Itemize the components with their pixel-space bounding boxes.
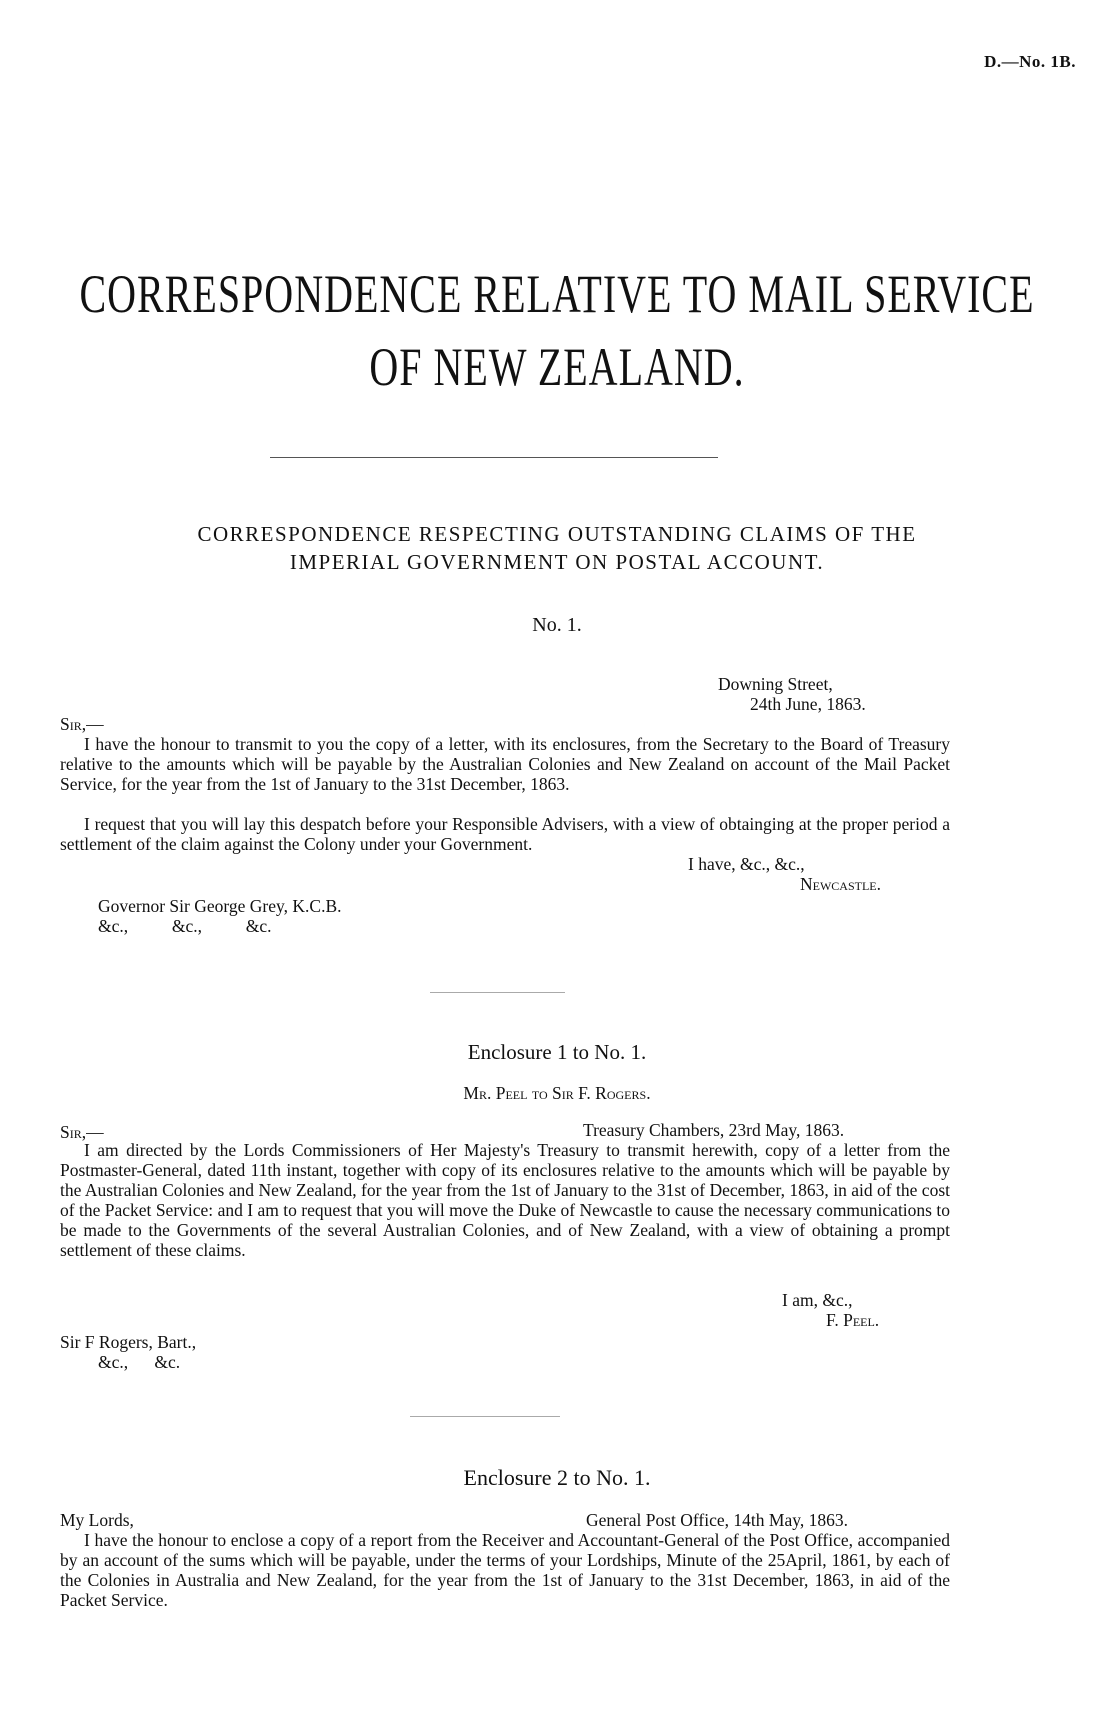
enclosure-2-paragraph: I have the honour to enclose a copy of a report from the Receiver and Accountant-General of the Post Office, accompanied by an account of the sums which will be payable, under the terms of your Lordships, Minute of the 25April, 1861, by each of the Colonies in Australia and New Zealand, for the year from the 1st of January to the 31st December, 1863, in aid of the Packet Service. bbox=[60, 1530, 950, 1610]
main-title-line-2: OF NEW ZEALAND. bbox=[369, 336, 745, 398]
title-divider bbox=[270, 457, 718, 458]
letter-place: Downing Street, bbox=[718, 674, 833, 694]
subtitle-line-2: IMPERIAL GOVERNMENT ON POSTAL ACCOUNT. bbox=[289, 550, 825, 574]
enclosure-1-from-to: Mr. Peel to Sir F. Rogers. bbox=[463, 1083, 651, 1103]
enclosure-2-place-date: General Post Office, 14th May, 1863. bbox=[586, 1510, 848, 1530]
letter-signature: Newcastle. bbox=[800, 874, 882, 894]
letter-divider bbox=[430, 992, 565, 993]
letter-paragraph-1: I have the honour to transmit to you the copy of a letter, with its enclosures, from the Secretary to the Board of Treasury relative to the amounts which will be payable by the Australian Colonies and New Zealand on account of the Mail Packet Service, for the year from the 1st of January to the 31st December, 1863. bbox=[60, 734, 950, 794]
document-reference: D.—No. 1B. bbox=[984, 52, 1076, 71]
subtitle-line-1: CORRESPONDENCE RESPECTING OUTSTANDING CLAIMS OF THE bbox=[197, 522, 917, 546]
enclosure-1-salutation: Sir,— bbox=[60, 1122, 104, 1142]
enclosure-1-signature: F. Peel. bbox=[826, 1310, 880, 1330]
enclosure-2-heading: Enclosure 2 to No. 1. bbox=[463, 1465, 651, 1490]
letter-closing: I have, &c., &c., bbox=[688, 854, 805, 874]
enclosure-1-place-date: Treasury Chambers, 23rd May, 1863. bbox=[583, 1120, 845, 1140]
letter-addressee-etc: &c., &c., &c. bbox=[98, 916, 272, 936]
enclosure-1-paragraph: I am directed by the Lords Commissioners of Her Majesty's Treasury to transmit herewith, copy of a letter from the Postmaster-General, dated 11th instant, together with copy of its enclosures relative to the amounts which will be payable by the Australian Colonies and New Zealand, for the year from the 1st of January to the 31st of December, 1863, in aid of the cost of the Packet Service: and I am to request that you will move the Duke of Newcastle to cause the necessary communications to be made to the Governments of the several Australian Colonies, and of New Zealand, with a view of obtaining a prompt settlement of these claims. bbox=[60, 1140, 950, 1260]
letter-addressee: Governor Sir George Grey, K.C.B. bbox=[98, 896, 342, 916]
enclosure-1-addressee: Sir F Rogers, Bart., bbox=[60, 1332, 197, 1352]
letter-salutation: Sir,— bbox=[60, 714, 104, 734]
enclosure-2-salutation: My Lords, bbox=[60, 1510, 134, 1530]
letter-paragraph-2: I request that you will lay this despatch before your Responsible Advisers, with a view of obtainging at the proper period a settlement of the claim against the Colony under your Government. bbox=[60, 814, 950, 854]
enclosure-1-divider bbox=[410, 1416, 560, 1417]
letter-number: No. 1. bbox=[532, 614, 582, 636]
enclosure-1-heading: Enclosure 1 to No. 1. bbox=[467, 1040, 647, 1064]
enclosure-1-closing: I am, &c., bbox=[782, 1290, 853, 1310]
letter-date: 24th June, 1863. bbox=[750, 694, 866, 714]
enclosure-1-addressee-etc: &c., &c. bbox=[98, 1352, 181, 1372]
main-title-line-1: CORRESPONDENCE RELATIVE TO MAIL SERVICE bbox=[79, 263, 1035, 325]
